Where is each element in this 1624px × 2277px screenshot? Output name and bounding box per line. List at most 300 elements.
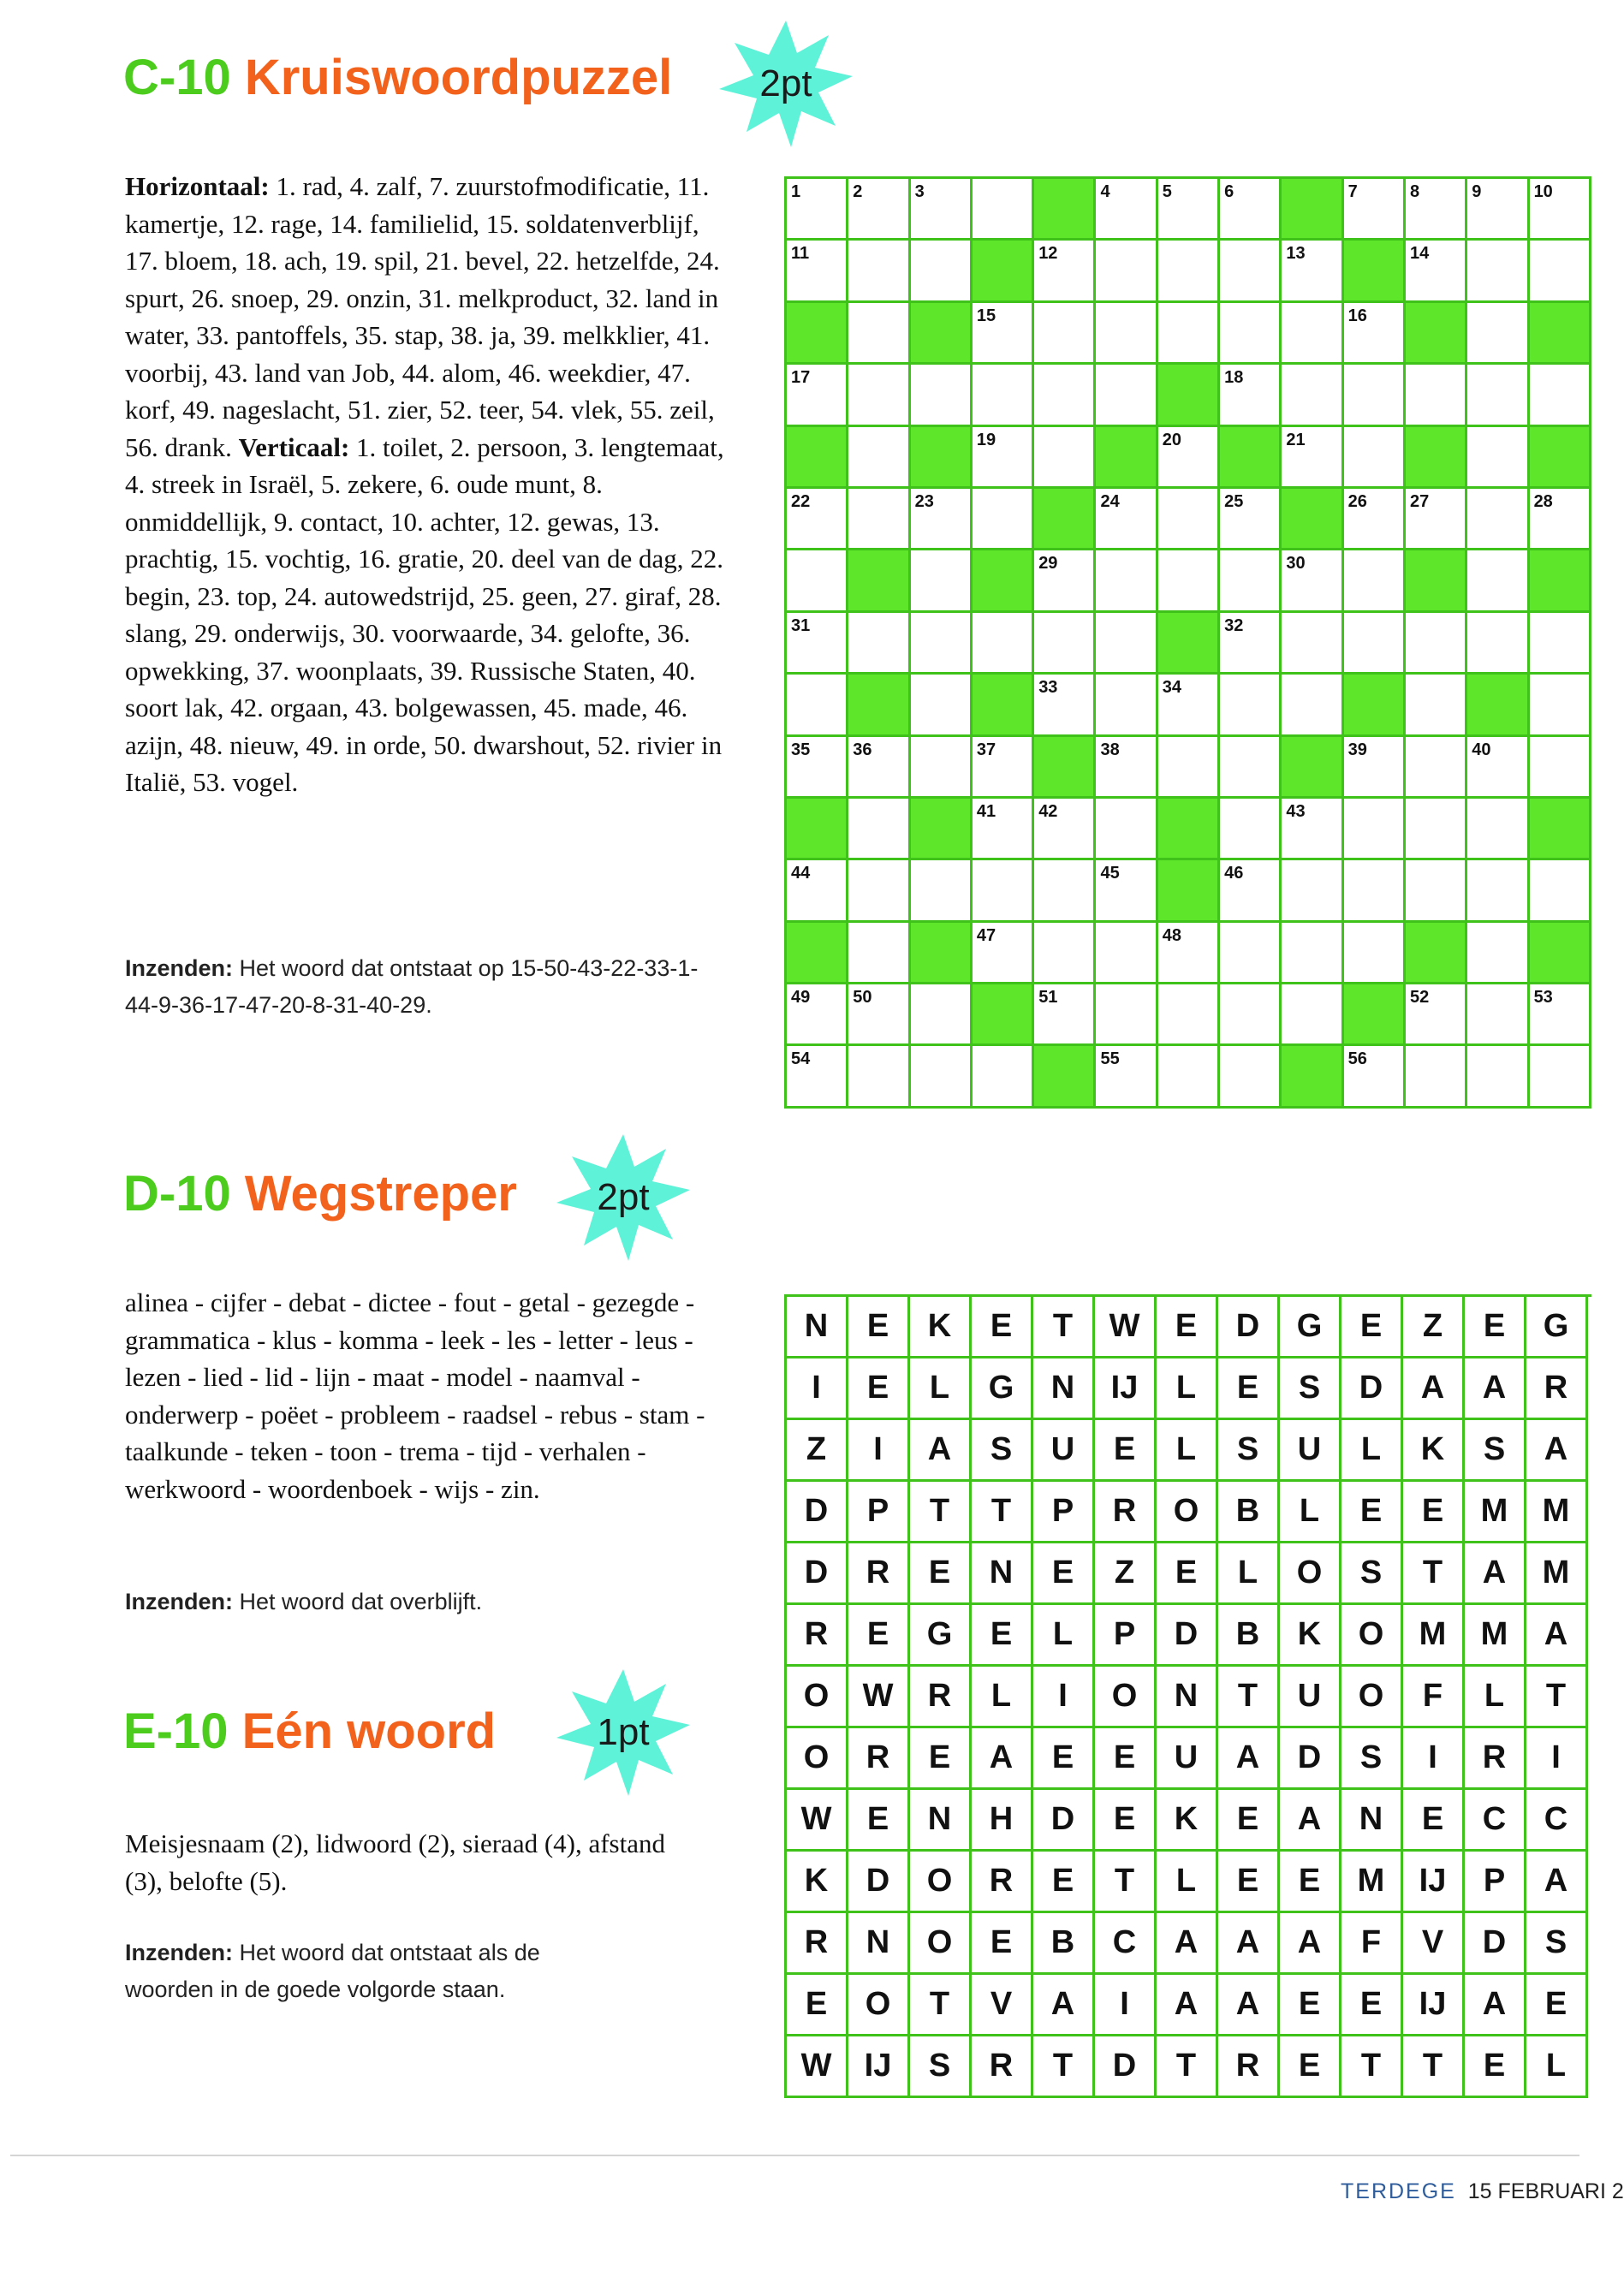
wordsearch-letter[interactable]: IJ [1403, 1975, 1465, 2036]
wordsearch-letter[interactable]: M [1526, 1543, 1588, 1605]
wordsearch-letter[interactable]: A [910, 1420, 972, 1482]
wordsearch-letter[interactable]: W [787, 1790, 848, 1852]
crossword-cell[interactable] [787, 613, 848, 675]
wordsearch-letter[interactable]: T [1341, 2036, 1403, 2098]
crossword-cell[interactable] [1406, 489, 1467, 550]
crossword-cell[interactable] [1158, 427, 1220, 489]
crossword-cell[interactable] [1344, 799, 1406, 860]
wordsearch-letter[interactable]: P [1095, 1605, 1157, 1667]
wordsearch-letter[interactable]: D [1033, 1790, 1095, 1852]
crossword-cell[interactable] [1344, 860, 1406, 922]
crossword-cell[interactable] [1096, 179, 1157, 241]
wordsearch-letter[interactable]: U [1157, 1728, 1218, 1790]
crossword-cell[interactable] [1467, 799, 1529, 860]
wordsearch-letter[interactable]: R [910, 1667, 972, 1728]
wordsearch-letter[interactable]: W [848, 1667, 910, 1728]
wordsearch-letter[interactable]: D [1341, 1358, 1403, 1420]
crossword-cell[interactable] [1344, 303, 1406, 365]
crossword-cell[interactable] [1220, 675, 1282, 736]
wordsearch-letter[interactable]: S [1218, 1420, 1280, 1482]
crossword-cell[interactable] [1406, 365, 1467, 426]
crossword-cell[interactable] [848, 799, 910, 860]
wordsearch-letter[interactable]: R [1465, 1728, 1526, 1790]
wordsearch-letter[interactable]: A [1218, 1975, 1280, 2036]
wordsearch-letter[interactable]: E [1341, 1975, 1403, 2036]
crossword-cell[interactable] [1406, 1046, 1467, 1108]
crossword-cell[interactable] [1344, 550, 1406, 612]
wordsearch-letter[interactable]: L [1157, 1420, 1218, 1482]
crossword-cell[interactable] [1344, 737, 1406, 799]
wordsearch-letter[interactable]: H [972, 1790, 1033, 1852]
crossword-cell[interactable] [1406, 860, 1467, 922]
wordsearch-letter[interactable]: Z [787, 1420, 848, 1482]
crossword-cell[interactable] [848, 303, 910, 365]
crossword-cell[interactable] [1096, 1046, 1157, 1108]
wordsearch-letter[interactable]: R [848, 1543, 910, 1605]
wordsearch-letter[interactable]: S [1341, 1543, 1403, 1605]
crossword-cell[interactable] [1282, 613, 1343, 675]
crossword-cell[interactable] [1096, 613, 1157, 675]
crossword-cell[interactable] [1344, 923, 1406, 984]
crossword-cell[interactable] [911, 860, 973, 922]
crossword-cell[interactable] [1406, 241, 1467, 302]
wordsearch-letter[interactable]: W [1095, 1297, 1157, 1358]
wordsearch-letter[interactable]: IJ [1095, 1358, 1157, 1420]
wordsearch-letter[interactable]: U [1033, 1420, 1095, 1482]
crossword-cell[interactable] [1406, 179, 1467, 241]
crossword-cell[interactable] [1530, 984, 1591, 1046]
crossword-cell[interactable] [1282, 799, 1343, 860]
crossword-cell[interactable] [848, 489, 910, 550]
wordsearch-letter[interactable]: L [1157, 1852, 1218, 1913]
crossword-cell[interactable] [787, 365, 848, 426]
wordsearch-letter[interactable]: N [848, 1913, 910, 1975]
crossword-cell[interactable] [787, 241, 848, 302]
crossword-cell[interactable] [911, 675, 973, 736]
wordsearch-letter[interactable]: O [787, 1667, 848, 1728]
wordsearch-letter[interactable]: D [1095, 2036, 1157, 2098]
crossword-cell[interactable] [1034, 365, 1096, 426]
wordsearch-letter[interactable]: T [1033, 2036, 1095, 2098]
wordsearch-letter[interactable]: E [972, 1297, 1033, 1358]
wordsearch-letter[interactable]: P [848, 1482, 910, 1543]
wordsearch-letter[interactable]: L [972, 1667, 1033, 1728]
wordsearch-letter[interactable]: M [1341, 1852, 1403, 1913]
wordsearch-letter[interactable]: O [787, 1728, 848, 1790]
crossword-cell[interactable] [1282, 365, 1343, 426]
crossword-cell[interactable] [1220, 737, 1282, 799]
wordsearch-letter[interactable]: E [972, 1913, 1033, 1975]
crossword-cell[interactable] [1467, 550, 1529, 612]
crossword-cell[interactable] [1282, 984, 1343, 1046]
wordsearch-letter[interactable]: G [1526, 1297, 1588, 1358]
crossword-cell[interactable] [973, 923, 1034, 984]
wordsearch-letter[interactable]: N [1157, 1667, 1218, 1728]
wordsearch-letter[interactable]: A [972, 1728, 1033, 1790]
wordsearch-letter[interactable]: C [1095, 1913, 1157, 1975]
crossword-cell[interactable] [1096, 489, 1157, 550]
crossword-cell[interactable] [1282, 303, 1343, 365]
wordsearch-letter[interactable]: E [1341, 1482, 1403, 1543]
crossword-cell[interactable] [848, 737, 910, 799]
crossword-cell[interactable] [1344, 179, 1406, 241]
crossword-cell[interactable] [1096, 923, 1157, 984]
crossword-cell[interactable] [911, 613, 973, 675]
wordsearch-letter[interactable]: O [910, 1913, 972, 1975]
wordsearch-letter[interactable]: A [1280, 1790, 1341, 1852]
crossword-cell[interactable] [1096, 984, 1157, 1046]
wordsearch-letter[interactable]: E [1526, 1975, 1588, 2036]
wordsearch-letter[interactable]: K [1280, 1605, 1341, 1667]
crossword-cell[interactable] [1034, 303, 1096, 365]
crossword-cell[interactable] [787, 737, 848, 799]
crossword-cell[interactable] [1220, 365, 1282, 426]
wordsearch-letter[interactable]: E [1218, 1790, 1280, 1852]
wordsearch-letter[interactable]: E [1280, 1975, 1341, 2036]
wordsearch-letter[interactable]: E [1157, 1543, 1218, 1605]
wordsearch-letter[interactable]: E [1280, 1852, 1341, 1913]
wordsearch-letter[interactable]: P [1465, 1852, 1526, 1913]
crossword-cell[interactable] [1406, 675, 1467, 736]
wordsearch-letter[interactable]: T [1403, 1543, 1465, 1605]
wordsearch-letter[interactable]: L [1033, 1605, 1095, 1667]
crossword-cell[interactable] [1530, 365, 1591, 426]
wordsearch-letter[interactable]: IJ [1403, 1852, 1465, 1913]
crossword-cell[interactable] [973, 799, 1034, 860]
crossword-cell[interactable] [787, 675, 848, 736]
crossword-cell[interactable] [1282, 550, 1343, 612]
wordsearch-letter[interactable]: E [1033, 1852, 1095, 1913]
wordsearch-letter[interactable]: N [910, 1790, 972, 1852]
crossword-cell[interactable] [1158, 675, 1220, 736]
crossword-cell[interactable] [1034, 427, 1096, 489]
wordsearch-letter[interactable]: T [1033, 1297, 1095, 1358]
crossword-cell[interactable] [1158, 303, 1220, 365]
crossword-cell[interactable] [1467, 737, 1529, 799]
wordsearch-letter[interactable]: M [1526, 1482, 1588, 1543]
crossword-cell[interactable] [1158, 550, 1220, 612]
crossword-cell[interactable] [848, 179, 910, 241]
wordsearch-letter[interactable]: E [1403, 1790, 1465, 1852]
wordsearch-letter[interactable]: E [1033, 1728, 1095, 1790]
crossword-cell[interactable] [1034, 613, 1096, 675]
wordsearch-letter[interactable]: C [1465, 1790, 1526, 1852]
crossword-cell[interactable] [911, 179, 973, 241]
wordsearch-letter[interactable]: S [910, 2036, 972, 2098]
wordsearch-letter[interactable]: O [1095, 1667, 1157, 1728]
crossword-cell[interactable] [1220, 1046, 1282, 1108]
crossword-cell[interactable] [1158, 1046, 1220, 1108]
wordsearch-letter[interactable]: A [1465, 1358, 1526, 1420]
crossword-cell[interactable] [911, 550, 973, 612]
crossword-cell[interactable] [1220, 489, 1282, 550]
wordsearch-letter[interactable]: M [1465, 1605, 1526, 1667]
wordsearch-letter[interactable]: IJ [848, 2036, 910, 2098]
wordsearch-letter[interactable]: D [1218, 1297, 1280, 1358]
crossword-cell[interactable] [1467, 427, 1529, 489]
crossword-cell[interactable] [1220, 179, 1282, 241]
crossword-cell[interactable] [1158, 489, 1220, 550]
wordsearch-letter[interactable]: P [1033, 1482, 1095, 1543]
crossword-cell[interactable] [1096, 675, 1157, 736]
wordsearch-letter[interactable]: O [1280, 1543, 1341, 1605]
wordsearch-letter[interactable]: G [1280, 1297, 1341, 1358]
crossword-cell[interactable] [1344, 489, 1406, 550]
wordsearch-letter[interactable]: O [1157, 1482, 1218, 1543]
wordsearch-letter[interactable]: A [1157, 1913, 1218, 1975]
wordsearch-letter[interactable]: E [1157, 1297, 1218, 1358]
wordsearch-letter[interactable]: S [1526, 1913, 1588, 1975]
crossword-cell[interactable] [1096, 799, 1157, 860]
wordsearch-letter[interactable]: T [972, 1482, 1033, 1543]
wordsearch-letter[interactable]: Z [1095, 1543, 1157, 1605]
wordsearch-letter[interactable]: L [1218, 1543, 1280, 1605]
crossword-cell[interactable] [911, 365, 973, 426]
crossword-cell[interactable] [1158, 737, 1220, 799]
wordsearch-letter[interactable]: E [972, 1605, 1033, 1667]
wordsearch-letter[interactable]: A [1403, 1358, 1465, 1420]
wordsearch-letter[interactable]: D [1157, 1605, 1218, 1667]
crossword-cell[interactable] [1530, 179, 1591, 241]
crossword-cell[interactable] [1034, 241, 1096, 302]
crossword-cell[interactable] [1406, 613, 1467, 675]
wordsearch-letter[interactable]: I [1095, 1975, 1157, 2036]
crossword-cell[interactable] [911, 241, 973, 302]
crossword-cell[interactable] [1467, 923, 1529, 984]
crossword-cell[interactable] [1467, 489, 1529, 550]
wordsearch-letter[interactable]: E [910, 1728, 972, 1790]
crossword-cell[interactable] [1530, 675, 1591, 736]
wordsearch-letter[interactable]: M [1403, 1605, 1465, 1667]
crossword-cell[interactable] [1344, 1046, 1406, 1108]
crossword-cell[interactable] [1282, 427, 1343, 489]
wordsearch-letter[interactable]: U [1280, 1420, 1341, 1482]
wordsearch-letter[interactable]: E [1341, 1297, 1403, 1358]
crossword-cell[interactable] [911, 1046, 973, 1108]
crossword-cell[interactable] [973, 737, 1034, 799]
wordsearch-letter[interactable]: U [1280, 1667, 1341, 1728]
wordsearch-letter[interactable]: A [1526, 1605, 1588, 1667]
crossword-cell[interactable] [1406, 984, 1467, 1046]
crossword-cell[interactable] [787, 550, 848, 612]
wordsearch-letter[interactable]: O [1341, 1667, 1403, 1728]
wordsearch-letter[interactable]: L [1157, 1358, 1218, 1420]
wordsearch-grid[interactable] [784, 1294, 1591, 2098]
wordsearch-letter[interactable]: K [1403, 1420, 1465, 1482]
wordsearch-letter[interactable]: R [1218, 2036, 1280, 2098]
wordsearch-letter[interactable]: I [1526, 1728, 1588, 1790]
crossword-cell[interactable] [1158, 984, 1220, 1046]
crossword-cell[interactable] [1034, 799, 1096, 860]
wordsearch-letter[interactable]: A [1526, 1852, 1588, 1913]
wordsearch-letter[interactable]: R [787, 1605, 848, 1667]
wordsearch-letter[interactable]: R [1526, 1358, 1588, 1420]
crossword-cell[interactable] [1220, 613, 1282, 675]
wordsearch-letter[interactable]: E [1465, 2036, 1526, 2098]
wordsearch-letter[interactable]: E [1218, 1852, 1280, 1913]
wordsearch-letter[interactable]: A [1280, 1913, 1341, 1975]
wordsearch-letter[interactable]: B [1218, 1482, 1280, 1543]
wordsearch-letter[interactable]: E [1095, 1790, 1157, 1852]
wordsearch-letter[interactable]: E [1218, 1358, 1280, 1420]
wordsearch-letter[interactable]: C [1526, 1790, 1588, 1852]
crossword-cell[interactable] [787, 984, 848, 1046]
wordsearch-letter[interactable]: N [1341, 1790, 1403, 1852]
wordsearch-letter[interactable]: G [910, 1605, 972, 1667]
crossword-cell[interactable] [1034, 675, 1096, 736]
crossword-cell[interactable] [1034, 550, 1096, 612]
wordsearch-letter[interactable]: A [1465, 1975, 1526, 2036]
crossword-cell[interactable] [1034, 984, 1096, 1046]
wordsearch-letter[interactable]: A [1033, 1975, 1095, 2036]
crossword-cell[interactable] [1282, 241, 1343, 302]
crossword-cell[interactable] [848, 923, 910, 984]
crossword-cell[interactable] [1220, 303, 1282, 365]
wordsearch-letter[interactable]: L [1341, 1420, 1403, 1482]
wordsearch-letter[interactable]: A [1526, 1420, 1588, 1482]
crossword-cell[interactable] [1220, 241, 1282, 302]
crossword-cell[interactable] [1096, 241, 1157, 302]
crossword-cell[interactable] [1282, 675, 1343, 736]
wordsearch-letter[interactable]: N [1033, 1358, 1095, 1420]
wordsearch-letter[interactable]: K [1157, 1790, 1218, 1852]
wordsearch-letter[interactable]: D [1280, 1728, 1341, 1790]
crossword-cell[interactable] [1467, 179, 1529, 241]
wordsearch-letter[interactable]: E [848, 1297, 910, 1358]
wordsearch-letter[interactable]: G [972, 1358, 1033, 1420]
wordsearch-letter[interactable]: E [848, 1790, 910, 1852]
wordsearch-letter[interactable]: D [787, 1482, 848, 1543]
crossword-cell[interactable] [787, 179, 848, 241]
wordsearch-letter[interactable]: E [848, 1605, 910, 1667]
wordsearch-letter[interactable]: F [1403, 1667, 1465, 1728]
crossword-cell[interactable] [1282, 923, 1343, 984]
wordsearch-letter[interactable]: T [1403, 2036, 1465, 2098]
crossword-cell[interactable] [1344, 613, 1406, 675]
wordsearch-letter[interactable]: S [1341, 1728, 1403, 1790]
crossword-cell[interactable] [1467, 303, 1529, 365]
crossword-cell[interactable] [1220, 984, 1282, 1046]
wordsearch-letter[interactable]: W [787, 2036, 848, 2098]
crossword-cell[interactable] [787, 489, 848, 550]
crossword-cell[interactable] [1282, 860, 1343, 922]
crossword-cell[interactable] [848, 860, 910, 922]
crossword-cell[interactable] [911, 984, 973, 1046]
crossword-cell[interactable] [1467, 984, 1529, 1046]
wordsearch-letter[interactable]: O [910, 1852, 972, 1913]
crossword-cell[interactable] [1467, 860, 1529, 922]
wordsearch-letter[interactable]: E [787, 1975, 848, 2036]
crossword-cell[interactable] [973, 427, 1034, 489]
crossword-cell[interactable] [973, 860, 1034, 922]
crossword-cell[interactable] [1406, 737, 1467, 799]
crossword-cell[interactable] [1158, 179, 1220, 241]
crossword-cell[interactable] [848, 1046, 910, 1108]
wordsearch-letter[interactable]: I [848, 1420, 910, 1482]
crossword-cell[interactable] [1096, 303, 1157, 365]
wordsearch-letter[interactable]: A [1218, 1913, 1280, 1975]
wordsearch-letter[interactable]: Z [1403, 1297, 1465, 1358]
crossword-cell[interactable] [1467, 365, 1529, 426]
crossword-cell[interactable] [1467, 241, 1529, 302]
wordsearch-letter[interactable]: O [848, 1975, 910, 2036]
crossword-cell[interactable] [973, 365, 1034, 426]
crossword-cell[interactable] [1467, 1046, 1529, 1108]
wordsearch-letter[interactable]: S [972, 1420, 1033, 1482]
wordsearch-letter[interactable]: L [1465, 1667, 1526, 1728]
wordsearch-letter[interactable]: T [910, 1482, 972, 1543]
crossword-cell[interactable] [1096, 365, 1157, 426]
crossword-cell[interactable] [1406, 799, 1467, 860]
crossword-cell[interactable] [848, 984, 910, 1046]
crossword-cell[interactable] [1220, 860, 1282, 922]
crossword-cell[interactable] [1530, 489, 1591, 550]
crossword-cell[interactable] [848, 241, 910, 302]
wordsearch-letter[interactable]: T [1526, 1667, 1588, 1728]
wordsearch-letter[interactable]: D [787, 1543, 848, 1605]
wordsearch-letter[interactable]: S [1280, 1358, 1341, 1420]
wordsearch-letter[interactable]: R [1095, 1482, 1157, 1543]
wordsearch-letter[interactable]: A [1157, 1975, 1218, 2036]
wordsearch-letter[interactable]: I [787, 1358, 848, 1420]
wordsearch-letter[interactable]: R [972, 1852, 1033, 1913]
wordsearch-letter[interactable]: E [1033, 1543, 1095, 1605]
crossword-grid[interactable] [784, 176, 1591, 1109]
wordsearch-letter[interactable]: D [1465, 1913, 1526, 1975]
crossword-cell[interactable] [1034, 860, 1096, 922]
crossword-cell[interactable] [787, 1046, 848, 1108]
crossword-cell[interactable] [787, 860, 848, 922]
wordsearch-letter[interactable]: M [1465, 1482, 1526, 1543]
crossword-cell[interactable] [1467, 613, 1529, 675]
wordsearch-letter[interactable]: O [1341, 1605, 1403, 1667]
wordsearch-letter[interactable]: T [1218, 1667, 1280, 1728]
wordsearch-letter[interactable]: V [972, 1975, 1033, 2036]
wordsearch-letter[interactable]: K [787, 1852, 848, 1913]
wordsearch-letter[interactable]: S [1465, 1420, 1526, 1482]
crossword-cell[interactable] [973, 489, 1034, 550]
crossword-cell[interactable] [973, 179, 1034, 241]
crossword-cell[interactable] [1096, 550, 1157, 612]
wordsearch-letter[interactable]: E [1280, 2036, 1341, 2098]
wordsearch-letter[interactable]: D [848, 1852, 910, 1913]
crossword-cell[interactable] [1158, 923, 1220, 984]
wordsearch-letter[interactable]: K [910, 1297, 972, 1358]
crossword-cell[interactable] [1530, 241, 1591, 302]
wordsearch-letter[interactable]: E [1095, 1420, 1157, 1482]
wordsearch-letter[interactable]: E [910, 1543, 972, 1605]
wordsearch-letter[interactable]: A [1218, 1728, 1280, 1790]
crossword-cell[interactable] [1220, 550, 1282, 612]
wordsearch-letter[interactable]: I [1033, 1667, 1095, 1728]
crossword-cell[interactable] [1220, 799, 1282, 860]
wordsearch-letter[interactable]: T [1095, 1852, 1157, 1913]
crossword-cell[interactable] [848, 427, 910, 489]
crossword-cell[interactable] [1220, 923, 1282, 984]
wordsearch-letter[interactable]: R [787, 1913, 848, 1975]
wordsearch-letter[interactable]: N [972, 1543, 1033, 1605]
crossword-cell[interactable] [1096, 737, 1157, 799]
crossword-cell[interactable] [1530, 737, 1591, 799]
crossword-cell[interactable] [848, 365, 910, 426]
crossword-cell[interactable] [1530, 860, 1591, 922]
wordsearch-letter[interactable]: I [1403, 1728, 1465, 1790]
crossword-cell[interactable] [848, 613, 910, 675]
wordsearch-letter[interactable]: B [1218, 1605, 1280, 1667]
wordsearch-letter[interactable]: T [910, 1975, 972, 2036]
wordsearch-letter[interactable]: N [787, 1297, 848, 1358]
crossword-cell[interactable] [973, 613, 1034, 675]
